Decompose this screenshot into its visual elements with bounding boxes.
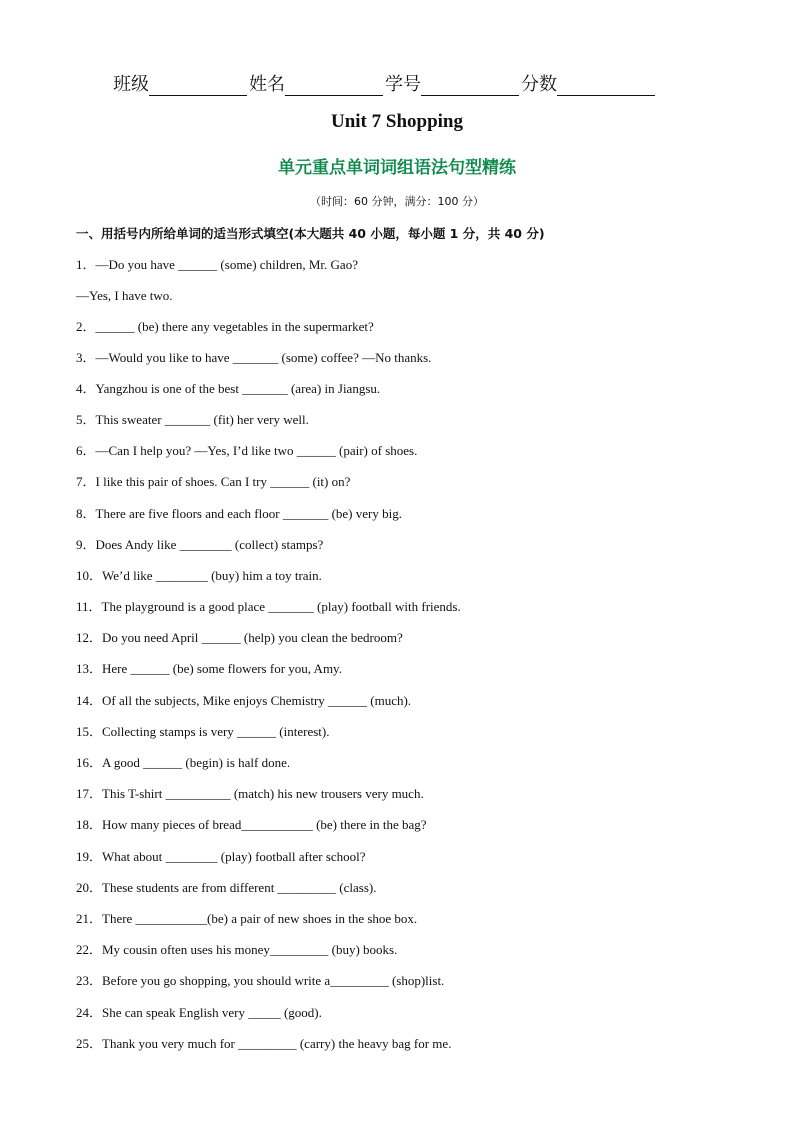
student-number-label: 学号 bbox=[385, 74, 421, 94]
question-item: 1．—Do you have ______ (some) children, Mr. Gao? bbox=[76, 257, 358, 272]
class-blank[interactable] bbox=[149, 77, 247, 96]
page-title: Unit 7 Shopping bbox=[330, 111, 463, 132]
question-item: 22．My cousin often uses his money_________ (buy) books. bbox=[76, 942, 398, 957]
question-item: 2．______ (be) there any vegetables in the supermarket? bbox=[76, 319, 374, 334]
section-1-heading: 一、用括号内所给单词的适当形式填空(本大题共 40 小题，每小题 1 分，共 40 分) bbox=[76, 226, 545, 241]
name-field[interactable] bbox=[249, 70, 385, 96]
question-item: 7．I like this pair of shoes. Can I try ______ (it) on? bbox=[76, 474, 351, 489]
question-item: 3．—Would you like to have _______ (some) coffee? —No thanks. bbox=[76, 350, 432, 365]
question-item: 6．—Can I help you? —Yes, I’d like two ______ (pair) of shoes. bbox=[76, 443, 418, 458]
question-item: 5．This sweater _______ (fit) her very well. bbox=[76, 412, 309, 427]
score-field[interactable] bbox=[521, 70, 657, 96]
question-item: 17．This T-shirt __________ (match) his new trousers very much. bbox=[76, 786, 424, 801]
class-field[interactable] bbox=[113, 70, 249, 96]
student-info-fields bbox=[113, 70, 693, 96]
question-item: 11．The playground is a good place _______ (play) football with friends. bbox=[76, 599, 461, 614]
name-label: 姓名 bbox=[249, 74, 285, 94]
question-item: 9．Does Andy like ________ (collect) stamps? bbox=[76, 537, 324, 552]
question-item: 13．Here ______ (be) some flowers for you, Amy. bbox=[76, 661, 342, 676]
question-item: —Yes, I have two. bbox=[76, 288, 173, 303]
question-item: 16．A good ______ (begin) is half done. bbox=[76, 755, 291, 770]
student-number-field[interactable] bbox=[385, 70, 521, 96]
question-item: 20．These students are from different _________ (class). bbox=[76, 880, 377, 895]
question-item: 8．There are five floors and each floor _______ (be) very big. bbox=[76, 506, 402, 521]
question-item: 19．What about ________ (play) football after school? bbox=[76, 849, 366, 864]
question-item: 12．Do you need April ______ (help) you clean the bedroom? bbox=[76, 630, 403, 645]
score-label: 分数 bbox=[521, 74, 557, 94]
question-item: 10．We’d like ________ (buy) him a toy train. bbox=[76, 568, 322, 583]
question-item: 15．Collecting stamps is very ______ (interest). bbox=[76, 724, 330, 739]
time-score-note: （时间：60 分钟，满分：100 分） bbox=[310, 195, 484, 208]
question-item: 23．Before you go shopping, you should write a_________ (shop)list. bbox=[76, 973, 445, 988]
name-blank[interactable] bbox=[285, 77, 383, 96]
question-item: 24．She can speak English very _____ (good). bbox=[76, 1005, 322, 1020]
question-item: 21．There ___________(be) a pair of new shoes in the shoe box. bbox=[76, 911, 418, 926]
question-item: 25．Thank you very much for _________ (carry) the heavy bag for me. bbox=[76, 1036, 452, 1051]
student-number-blank[interactable] bbox=[421, 77, 519, 96]
class-label: 班级 bbox=[113, 74, 149, 94]
question-item: 14．Of all the subjects, Mike enjoys Chemistry ______ (much). bbox=[76, 693, 412, 708]
question-item: 18．How many pieces of bread___________ (be) there in the bag? bbox=[76, 817, 427, 832]
question-item: 4．Yangzhou is one of the best _______ (area) in Jiangsu. bbox=[76, 381, 381, 396]
page-subtitle: 单元重点单词词组语法句型精练 bbox=[278, 158, 516, 178]
score-blank[interactable] bbox=[557, 77, 655, 96]
